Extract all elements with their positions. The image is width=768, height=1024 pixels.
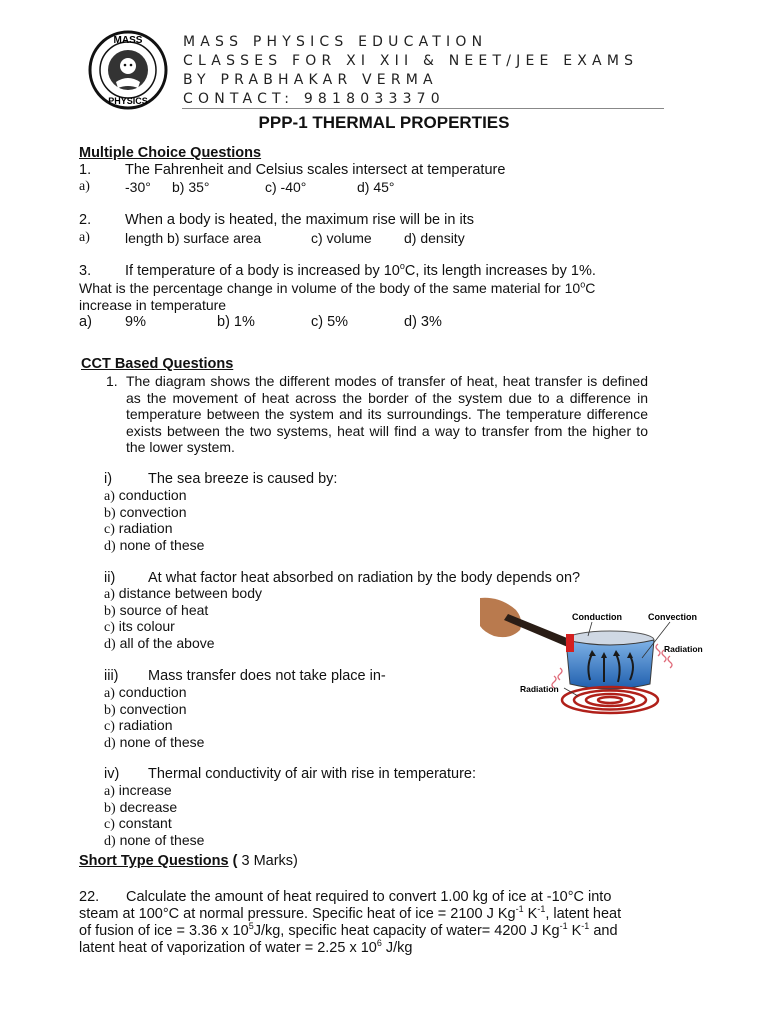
label-radiation-left: Radiation: [520, 684, 559, 694]
q3-text-line3: increase in temperature: [79, 297, 227, 313]
q3-text: If temperature of a body is increased by 10$^o$C, its length increases by 1%.: [125, 261, 596, 279]
mass-physics-logo: [88, 30, 168, 110]
cct-q-iv-text: Thermal conductivity of air with rise in temperature:: [148, 766, 476, 782]
heat-transfer-diagram: [480, 596, 716, 722]
mcq-heading: Multiple Choice Questions: [79, 145, 262, 161]
q2-a-label: a): [79, 230, 90, 245]
cct-q-iii-number: iii): [104, 668, 119, 684]
q1-option-d: d) 45°: [357, 179, 395, 195]
header-line-1: MASS PHYSICS EDUCATION: [183, 34, 488, 50]
q22-number: 22.: [79, 889, 100, 905]
cct-intro-number: 1.: [106, 373, 118, 389]
q22-line1: Calculate the amount of heat required to convert 1.00 kg of ice at -10°C into: [126, 889, 612, 905]
q3-option-c: c) 5%: [311, 314, 349, 330]
cct-q-iii-options: a) conduction b) convection c) radiation d) none of these: [104, 684, 205, 751]
header-line-3: BY PRABHAKAR VERMA: [183, 72, 438, 88]
pot-body: [566, 640, 654, 689]
cct-q-i-text: The sea breeze is caused by:: [148, 471, 338, 487]
cct-q-ii-text: At what factor heat absorbed on radiation by the body depends on?: [148, 570, 581, 586]
q3-a-label: a): [79, 314, 92, 330]
short-heading: Short Type Questions ( 3 Marks): [79, 853, 298, 869]
q2-option-c: c) volume: [311, 230, 372, 246]
q2-text: When a body is heated, the maximum rise will be in its: [125, 212, 474, 228]
page-title: PPP-1 THERMAL PROPERTIES: [258, 113, 510, 132]
q3-number: 3.: [79, 263, 92, 279]
q3-option-d: d) 3%: [404, 314, 442, 330]
q1-text: The Fahrenheit and Celsius scales intersect at temperature: [125, 162, 506, 178]
q1-option-c: c) -40°: [265, 179, 307, 195]
q2-option-d: d) density: [404, 230, 465, 246]
cct-q-i-number: i): [104, 471, 113, 487]
q3-option-a: 9%: [125, 314, 146, 330]
header-divider: [182, 108, 664, 109]
q1-option-b: b) 35°: [172, 179, 210, 195]
label-radiation-right: Radiation: [664, 644, 703, 654]
svg-text:PHYSICS: PHYSICS: [108, 96, 148, 106]
header-line-2: CLASSES FOR XI XII & NEET/JEE EXAMS: [183, 53, 639, 69]
cct-intro-paragraph: The diagram shows the different modes of transfer of heat, heat transfer is defined as the movement of heat across the border of the system due to a difference in temperature between the system and its surroundings. The temperature difference exists between the two systems, heat will find a way to transfer from the higher to the lower system.: [126, 373, 648, 456]
cct-heading: CCT Based Questions: [81, 356, 234, 372]
label-conduction: Conduction: [572, 612, 622, 622]
q22-line3: of fusion of ice = 3.36 x $10^5J/kg$, specific heat capacity of water= 4200 J $Kg^{-1}$ $K^{-1}$ and: [79, 921, 618, 939]
q3-text-line2: What is the percentage change in volume of the body of the same material for 10$^o$C: [79, 279, 596, 296]
q1-a-label: a): [79, 179, 90, 194]
q22-line2: steam at 100°C at normal pressure. Specific heat of ice = 2100 J $Kg^{-1}$ $K^{-1}$, latent heat: [79, 904, 622, 922]
q1-option-a: -30°: [125, 179, 151, 195]
cct-q-ii-number: ii): [104, 570, 116, 586]
cct-q-iv-number: iv): [104, 766, 120, 782]
q1-number: 1.: [79, 162, 92, 178]
cct-q-i-options: a) conduction b) convection c) radiation d) none of these: [104, 487, 205, 554]
svg-text:MASS: MASS: [113, 35, 143, 46]
q22-line4: latent heat of vaporization of water = 2.25 x $10^6$ J/kg: [79, 938, 413, 956]
q3-option-b: b) 1%: [217, 314, 255, 330]
q2-number: 2.: [79, 212, 92, 228]
cct-q-iv-options: a) increase b) decrease c) constant d) none of these: [104, 782, 205, 849]
label-convection: Convection: [648, 612, 698, 622]
q2-option-a-b: length b) surface area: [125, 230, 262, 246]
header-contact: CONTACT: 9818033370: [183, 91, 445, 107]
cct-q-iii-text: Mass transfer does not take place in-: [148, 668, 386, 684]
cct-q-ii-options: a) distance between body b) source of heat c) its colour d) all of the above: [104, 585, 262, 652]
